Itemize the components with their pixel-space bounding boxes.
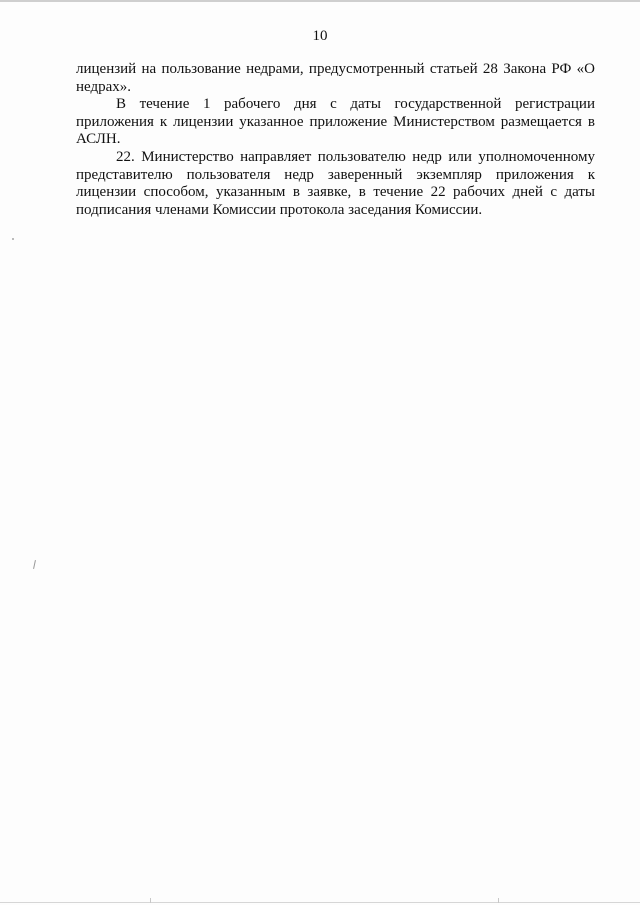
bottom-scan-edge bbox=[0, 902, 640, 903]
paragraph-license-continuation: лицензий на пользование недрами, предусмотренный статьей 28 Закона РФ «О недрах». bbox=[76, 61, 595, 95]
page-number: 10 bbox=[312, 28, 328, 44]
top-scan-edge bbox=[0, 0, 640, 2]
paragraph-22-ministry-delivery: 22. Министерство направляет пользователю недр или уполномоченному представителю пользователя недр заверенный экземпляр приложения к лицензии способом, указанным в заявке, в течение 22 рабочих дней с даты подписания членами Комиссии протокола заседания Комиссии. bbox=[76, 148, 595, 218]
paragraph-registration-term: В течение 1 рабочего дня с даты государственной регистрации приложения к лицензии указанное приложение Министерством размещается в АСЛН. bbox=[76, 96, 595, 148]
bottom-scan-tick bbox=[498, 898, 499, 903]
scan-artifact-mark bbox=[33, 560, 36, 569]
scan-artifact-dot bbox=[12, 238, 14, 240]
document-body bbox=[76, 61, 595, 219]
bottom-scan-tick bbox=[150, 898, 151, 903]
